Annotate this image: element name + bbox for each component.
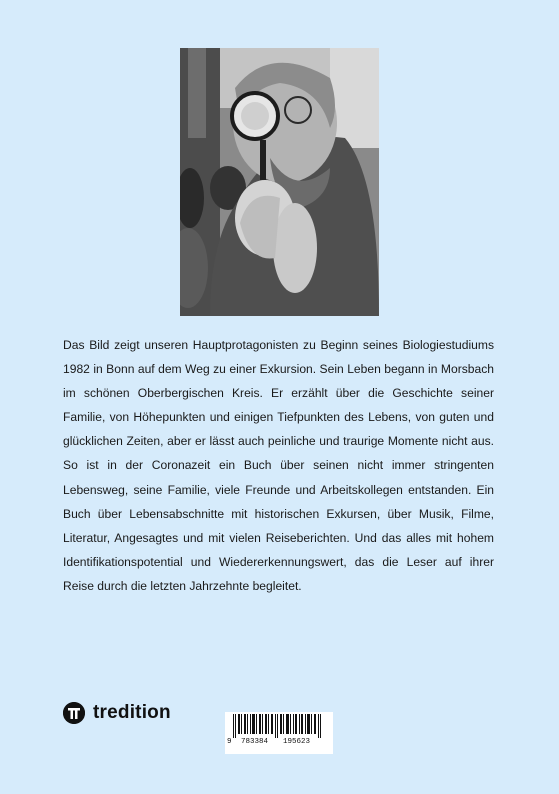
barcode-digits-right: 195623 <box>283 738 311 746</box>
barcode-digit-first: 9 <box>227 738 232 746</box>
publisher-name: tredition <box>93 702 171 723</box>
cover-photo <box>180 48 379 316</box>
barcode-digits-left: 783384 <box>241 738 269 746</box>
barcode-digits <box>225 738 333 752</box>
man-with-magnifying-glass-photo <box>180 48 379 316</box>
isbn-barcode <box>225 712 333 754</box>
barcode-bars <box>229 714 329 738</box>
tredition-logo-icon <box>63 702 85 724</box>
publisher-logo <box>63 701 171 725</box>
back-cover-blurb: Das Bild zeigt unseren Hauptprotagonisten zu Beginn seines Biologiestudiums 1982 in Bonn auf dem Weg zu einer Exkursion. Sein Leben begann in Morsbach im schönen Oberbergischen Kreis. Er erzählt über die Geschichte seiner Familie, von Höhepunkten und einigen Tiefpunkten des Lebens, von guten und glücklichen Zeiten, aber er lässt auch peinliche und traurige Momente nicht aus. So ist in der Coronazeit ein Buch über seinen nicht immer stringenten Lebensweg, seine Familie, viele Freunde und Arbeitskollegen entstanden. Ein Buch über Lebensabschnitte mit historischen Exkursen, über Musik, Filme, Literatur, Angesagtes und mit vielen Reiseberichten. Und das alles mit hohem Identifikationspotential und Wiedererkennungswert, das die Leser auf ihrer Reise durch die letzten Jahrzehnte begleitet. <box>63 338 494 593</box>
